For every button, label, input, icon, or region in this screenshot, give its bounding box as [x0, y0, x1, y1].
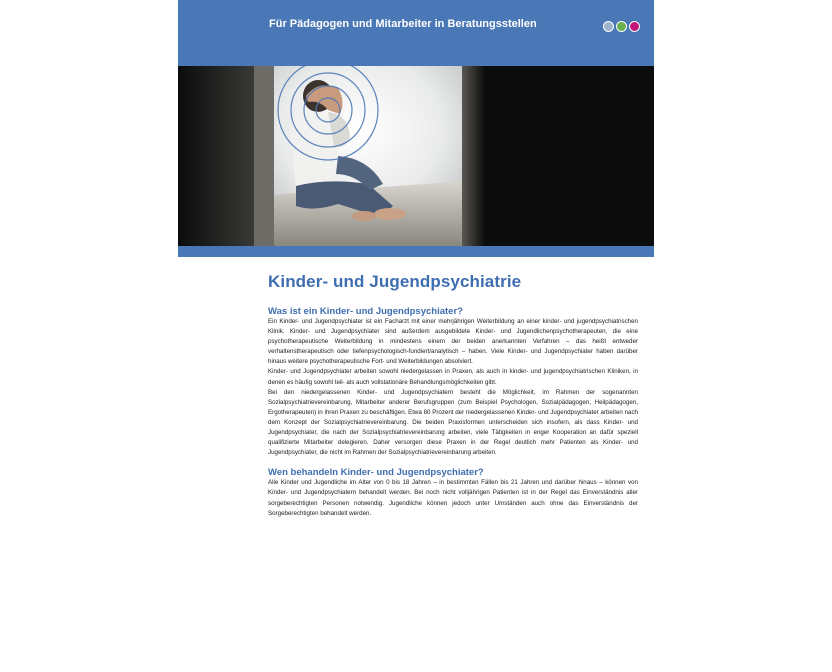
paragraph: Kinder- und Jugendpsychiater arbeiten sowohl niedergelassen in Praxen, als auch in kinder- und jugendpsychiatrischen Kliniken, in denen es häufig sowohl teil- als auch vollstationäre Behandlungsmöglichkeiten gibt.: [268, 368, 638, 386]
dot-light-blue-icon: [603, 21, 614, 32]
person-sitting-photo-icon: [178, 66, 654, 246]
dot-green-icon: [616, 21, 627, 32]
paragraph: Alle Kinder und Jugendliche im Alter von 0 bis 18 Jahren – in bestimmten Fällen bis 21 Jahren und darüber hinaus – können von Kinder- und Jugendpsychiatern behandelt werden. Bei noch nicht volljährigen Patienten ist in der Regel das Einverständnis aller sorgeberechtigten Personen notwendig. Jugendliche können jedoch unter Umständen auch ohne das Einverständnis der Sorgeberechtigten behandelt werden.: [268, 479, 638, 517]
header-title: Für Pädagogen und Mitarbeiter in Beratungsstellen: [269, 18, 537, 30]
article-body: [268, 272, 638, 519]
article-title: Kinder- und Jugendpsychiatrie: [268, 272, 522, 291]
dot-magenta-icon: [629, 21, 640, 32]
section-heading: Wen behandeln Kinder- und Jugendpsychiater?: [268, 467, 484, 479]
paragraph: Bei den niedergelassenen Kinder- und Jugendpsychiatern besteht die Möglichkeit, im Rahmen der sogenannten Sozialpsychiatrievereinbarung, Mitarbeiter anderer Berufsgruppen (zum Beispiel Psychologen, Sozialpädagogen, Heilpädagogen, Ergotherapeuten) in ihren Praxen zu beschäftigen. Etwa 80 Prozent der niedergelassenen Kinder- und Jugendpsychiater arbeiten nach dem Konzept der Sozialpsychiatrievereinbarung. Die beiden Praxisformen unterscheiden sich insofern, als dass Kinder- und Jugendpsychiater, die nach der Sozialpsychiatrievereinbarung arbeiten, viele Tätigkeiten in enger Kooperation an dafür speziell qualifizierte Mitarbeiter delegieren. Daher versorgen diese Praxen in der Regel deutlich mehr Patienten als Kinder- und Jugendpsychiater, die nicht im Rahmen der Sozialpsychiatrievereinbarung arbeiten.: [268, 388, 638, 457]
document-page: [178, 0, 654, 672]
hero-photo: [178, 66, 654, 246]
section-heading: Was ist ein Kinder- und Jugendpsychiater?: [268, 306, 463, 317]
section-was-ist: [268, 306, 638, 458]
color-dots: [603, 21, 640, 32]
blue-stripe: [178, 246, 654, 257]
header-bar: [178, 0, 654, 66]
section-wen-behandeln: [268, 467, 638, 518]
paragraph: Ein Kinder- und Jugendpsychiater ist ein Facharzt mit einer mehrjährigen Weiterbildung an einer kinder- und jugendpsychiatrischen Klinik. Kinder- und Jugendpsychiater sind außerdem ausgebildete Kinder- und Jugendlichenpsychotherapeuten, die eine psychotherapeutische Weiterbildung in mindestens einem der beiden anerkannten Verfahren – das heißt entweder verhaltenstherapeutisch oder tiefenpsychologisch-fundiert/analytisch – haben. Viele Kinder- und Jugendpsychiater haben darüber hinaus weitere psychotherapeutische Fort- und Weiterbildungen absolviert.: [268, 318, 638, 366]
